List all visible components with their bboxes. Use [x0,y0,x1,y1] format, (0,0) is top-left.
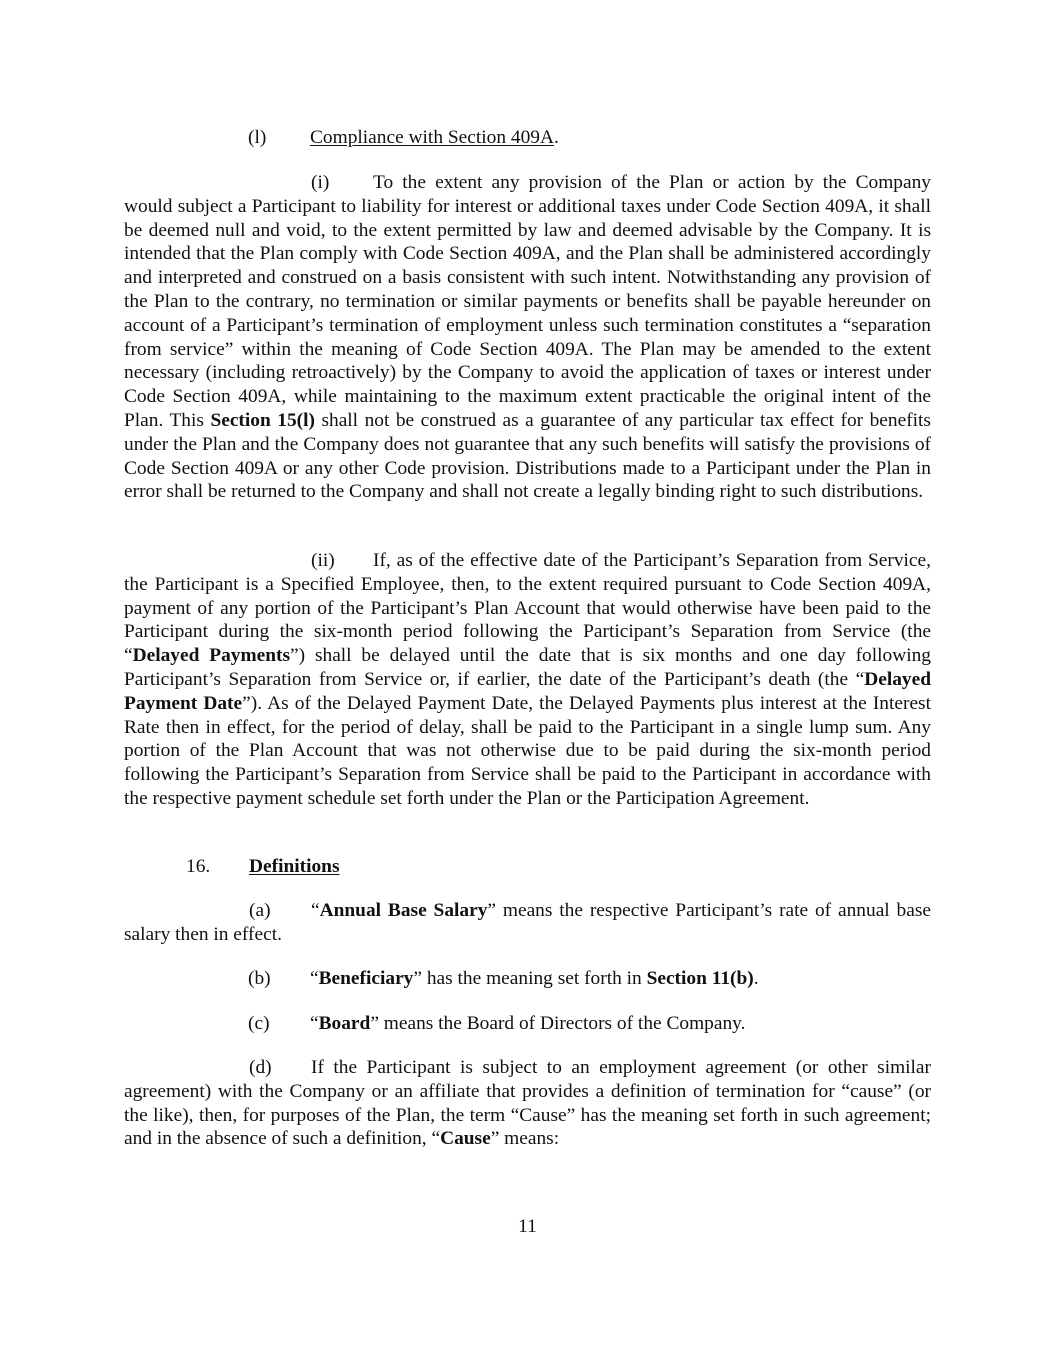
section-16-heading [186,855,340,879]
definition-d-text-1: If the Participant is subject to an employment agreement (or other similar agreement) with the Company or an affiliate that provides a definition of termination for “cause” (or the like), then, for purposes of the Plan, the term “Cause” has the meaning set forth in such agreement; and in the absence of such a definition, “ [124,1057,931,1150]
section-l-label: (l) [248,127,267,148]
section-l-heading [248,126,559,150]
definition-d [124,1056,931,1151]
paragraph-ii-text-1: If, as of the effective date of the Participant’s Separation from Service, the Participant is a Specified Employee, then, to the extent required pursuant to Code Section 409A, payment of any portion of the Participant’s Plan Account that would otherwise have been paid to the Participant during the six-month period following the Participant’s Separation from Service (the “ [124,550,931,667]
definition-c-label: (c) [248,1013,270,1034]
section-16-number: 16. [186,856,211,877]
definition-c-text: ” means the Board of Directors of the Company. [370,1013,746,1034]
definition-b-label: (b) [248,968,271,989]
cause-term: Cause [440,1128,491,1150]
delayed-payments-term: Delayed Payments [132,645,291,667]
paragraph-ii-label: (ii) [311,550,335,571]
section-16-title: Definitions [249,856,340,877]
definition-b [248,967,759,991]
delayed-payment-date-term: Delayed Payment Date [124,668,931,714]
definition-b-section-ref: Section 11(b) [646,968,754,989]
definition-b-open-quote: “ [310,968,319,989]
definition-b-text: ” has the meaning set forth in [413,968,647,989]
definition-b-end: . [753,968,759,989]
paragraph-ii-text-3: ”). As of the Delayed Payment Date, the Delayed Payments plus interest at the Interest Rate then in effect, for the period of delay, shall be paid to the Participant in a single lump sum. Any portion of the Plan Account that was not otherwise due to be paid during the six-month period following the Participant’s Separation from Service shall be paid to the Participant in accordance with the respective payment schedule set forth under the Plan or the Participation Agreement. [124,692,931,809]
paragraph-i-text-2: shall not be construed as a guarantee of any particular tax effect for benefits under the Plan and the Company does not guarantee that any such benefits will satisfy the provisions of Code Section 409A or any other Code provision. Distributions made to a Participant under the Plan in error shall be returned to the Company and shall not create a legally binding right to such distributions. [124,409,931,503]
definition-c-open-quote: “ [310,1013,319,1034]
section-l-title: Compliance with Section 409A [310,127,554,148]
board-term: Board [318,1013,371,1034]
paragraph-i-label: (i) [311,172,330,193]
definition-a-text: ” means the respective Participant’s rate of annual base salary then in effect. [124,900,932,945]
paragraph-i-text-1: To the extent any provision of the Plan or action by the Company would subject a Participant to liability for interest or additional taxes under Code Section 409A, it shall be deemed null and void, to the extent permitted by law and deemed advisable by the Company. It is intended that the Plan comply with Code Section 409A, and the Plan shall be administered accordingly and interpreted and construed on a basis consistent with such intent. Notwithstanding any provision of the Plan to the contrary, no termination or similar payments or benefits shall be payable hereunder on account of a Participant’s termination of employment unless such termination constitutes a “separation from service” within the meaning of Code Section 409A. The Plan may be amended to the extent necessary (including retroactively) by the Company to avoid the application of taxes or interest under Code Section 409A, while maintaining to the maximum extent practicable the original intent of the Plan. This [124,172,931,431]
paragraph-i [124,171,931,504]
definition-a-label: (a) [249,900,271,921]
annual-base-salary-term: Annual Base Salary [319,900,488,921]
page-number: 11 [518,1216,537,1237]
paragraph-i-section-ref: Section 15(l) [210,409,315,431]
definition-c [248,1012,745,1036]
beneficiary-term: Beneficiary [318,968,414,989]
definition-a [124,899,931,947]
section-l-title-end: . [553,127,559,148]
paragraph-ii [124,549,931,811]
definition-a-open-quote: “ [311,900,320,921]
definition-d-label: (d) [249,1057,272,1078]
paragraph-ii-text-2: ”) shall be delayed until the date that is six months and one day following Participant’s Separation from Service or, if earlier, the date of the Participant’s death (the “ [124,645,931,690]
definition-d-text-2: ” means: [490,1128,560,1150]
